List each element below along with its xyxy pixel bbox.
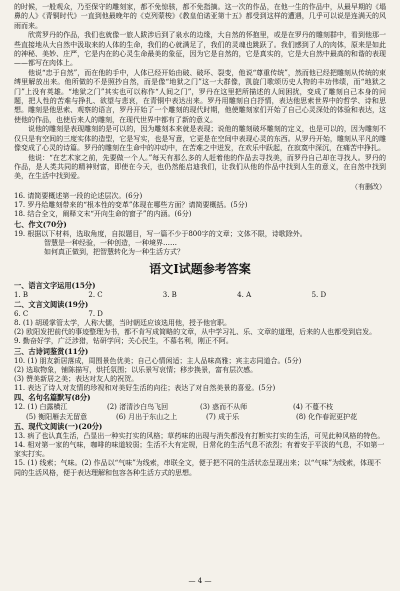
question-17: 17. 罗丹给雕刻带来的“根本性的变革”体现在哪些方面？请简要概括。(5分): [14, 201, 248, 210]
answer-item: (4) 不蔓不枝: [293, 403, 334, 412]
section-essay-heading: 七、作文(70分): [14, 219, 67, 229]
passage-paragraph: 的时候，一般观众，乃至保守的雕刻家，都不免惊骇，都不免指摘。这一次的作品，在他一生的作品中，从最早期的《塌鼻的人》《青铜时代》一直到他最晚年的《克列蒙梭》《教皇伯诺亚第十五》都受到这样的遭遇，几乎可以说是连满天的风雨而来。: [14, 3, 386, 30]
answer-line: 14. 相对第一家的气味，咖啡的味道较弱；生活不大有定规，日常化的生活气息不浓烈；有着安于平淡的气息，不如第一家实打实。: [14, 440, 385, 459]
answer-line: 13. 病了也认真生活，凸显出一种实打实的风格；草药味的出现与消失都没有打断实打实的生活，可见此种风格的特色。: [14, 431, 385, 440]
answer-line: (2) 欧阳发把前代的事迹整理为书，都不肯写成简略的文章，从中学习礼、乐、文章的道理，后来的人也都受到启发。: [14, 328, 377, 337]
question-19: 19. 根据以下材料，选取角度，自拟题目，写一篇不少于800字的文章；文体不限，诗歌除外。: [14, 229, 307, 238]
answer-item: 3. B: [162, 290, 177, 299]
answer-line: (3) 赞美新居之美；表达对友人的祝贺。: [14, 374, 139, 383]
answer-row: [14, 413, 386, 422]
answer-item: 4. A: [237, 290, 252, 299]
answer-row: [14, 403, 386, 412]
answer-line: 10. (1) 朋友新居落成，周围景色优美；自己心情闲适；主人品味高雅；宾主志同道合。(5分): [14, 356, 302, 365]
answer-item: 12. (1) 白露横江: [14, 403, 68, 412]
answer-line: (2) 选取物象，铺陈描写，烘托氛围；以乐景写哀情；移步换景，富有层次感。: [14, 365, 258, 374]
source-note: （有删改）: [351, 182, 386, 191]
answer-section-heading: 四、名句名篇默写(8分): [14, 393, 91, 403]
answer-item: 2. C: [88, 290, 103, 299]
answer-line: 9. 勤奋好学，广泛涉猎，钻研学问；关心民生，不慕名利，刚正不阿。: [14, 337, 233, 346]
passage-paragraph: 他说：“在艺术家之前，先要做一个人。”每天有那么多的人赶着他的作品去寻找美，而罗丹自己却在寻找人。罗丹的作品，是人类共同的精神财富，即使在今天，也仍然能启迪我们，让我们从他的作品中找到人生的意义，在自然中找到美，在生活中找到爱。: [14, 153, 386, 181]
material-line: 如何真正做到，把智慧转化为一种生活方式？: [44, 248, 184, 257]
answer-item: (8) 化作春泥更护花: [296, 412, 358, 421]
answer-line: 11. 表达了诗人对友情的珍视和对美好生活的向往；表达了对自然美景的喜爱。(5分): [14, 384, 276, 393]
passage-paragraph: 说他的雕刻是表现雕刻的是可以的，因为雕刻本来就是表现；说他的雕刻破坏雕刻的定义，也是可以的，因为雕刻不仅只是有空间的三度实体的造型，它是写实，也是写意，它更是在空间中表现心灵的东西。从罗丹开始，雕刻从平凡的雕像变成了心灵的诗篇。罗丹的雕刻在生命中的冲动中，在苦难之中迸发，在欢乐中跃起，在寂寞中深沉，在痛苦中挣扎。: [14, 125, 386, 153]
page-number: — 4 —: [188, 577, 212, 585]
answer-item: 7. D: [88, 309, 103, 318]
answer-item: (5) 衡阳雁去无留意: [26, 412, 88, 421]
answer-section-heading: 三、古诗词鉴赏(11分): [14, 346, 89, 356]
material-line: 智慧是一种经验，一种创造，一种境界……: [44, 238, 177, 247]
answer-key-title: 语文Ⅰ试题参考答案: [149, 261, 251, 276]
answer-item: 1. B: [14, 290, 29, 299]
answer-item: (2) 渚清沙白鸟飞回: [107, 403, 169, 412]
answer-line: 15. (1) 线索；气味。(2) 作品以“气味”为线索，串联全文，便于把不同的生活状态呈现出来；以“气味”为线索，体现不同的生活风格，便于表达理解和包容各种生活方式的思想。: [14, 459, 381, 477]
answer-item: (3) 惑而不从师: [200, 403, 248, 412]
answer-section-heading: 五、现代文阅读(一)(20分): [14, 421, 103, 431]
passage-paragraph: 他说“忠于自然”，而在他的手中，人体已经开始由破、破坏、裂变，他说“尊重传统”，然而他已经把雕刻从传统的束缚里解放出来。他所做的不是照抄自然，而是像“地狱之门”这一大群像，凯旋门歌颂历史人物的丰功伟绩，而“地狱之门”上没有英雄。“地狱之门”其实也可以称作“人间之门”，罗丹在这里把所描述的人间困扰，变成了雕刻自己本身的问题，把人性的苦难与挣扎、欲望与悲哀，在青铜中表达出来。罗丹用雕刻自白抒情，表达他思索世界中的哲学、诗和思想。雕刻是他思索、观察的语言，罗丹开始了一个雕刻的现代时期，他使雕刻家们开始了自己心灵深处的体验和表达，这使他的作品，也使后来人的雕刻，在现代世界中都有了新的意义。: [14, 68, 386, 124]
passage-paragraph: 欣赏罗丹的作品，我们也就像一旅人跋涉后到了泉水的边缘，大自然的怀抱里，或是在罗丹的雕刻群中，看到他那一些直接地从大自然中汲取来的人体的生命，我们的心就满足了，我们的灵魂也跳跃了。我们感到了人的肉体，原来是如此的神秘、美妙、庄严，它是内在的心灵生命最美的象征，因为它是自然的，它是真实的，它是大自然中最高的和谐的表现——都写在肉体上。: [14, 31, 386, 68]
answer-item: 5. D: [311, 290, 327, 299]
question-16: 16. 请简要概述第一段的论述层次。(6分): [14, 191, 143, 200]
answer-line: 8. (1) 胡瑗掌管太学，人称大儒，当时朝廷应该选用他，授予他官职。: [14, 318, 232, 327]
answer-section-heading: 一、语言文字运用(15分): [14, 280, 96, 290]
answer-item: (7) 成于乐: [206, 412, 240, 421]
answer-row: [14, 310, 386, 319]
answer-item: 6. C: [14, 309, 29, 318]
answer-row: [14, 291, 386, 300]
answer-item: (6) 月出于东山之上: [116, 412, 178, 421]
answer-section-heading: 二、文言文阅读(19分): [14, 299, 89, 309]
question-18: 18. 结合全文，阐释文末“开向生命的窗子”的内涵。(6分): [14, 210, 192, 219]
